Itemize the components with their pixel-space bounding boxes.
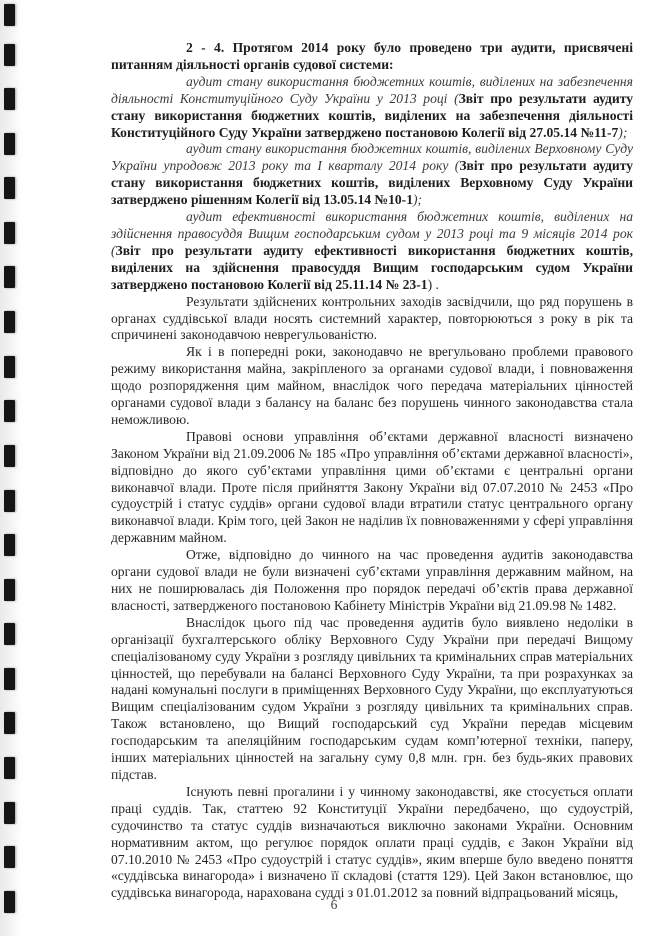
binding-hole (4, 177, 15, 199)
audit-report: Звіт про результати аудиту стану використання бюджетних коштів, виділених Верховному Суду України затверджено рішенням Колегії від 13.05.14 №10-1 (111, 158, 633, 208)
paragraph: Існують певні прогалини і у чинному законодавстві, яке стосується оплати праці суддів. Так, статтею 92 Конституції України передбачено, що судоустрій, судочинство та статус суддів визначаються виключно законами України. Основним нормативним актом, що регулює порядок оплати праці суддів, є Закон України від 07.10.2010 № 2453 «Про судоустрій і статус суддів», яким вперше було введено поняття «суддівська винагорода» і визначено її складові (стаття 129). Цей Закон встановлює, що суддівська винагорода, нарахована судді з 01.01.2012 за повний відпрацьований місяць, (111, 783, 633, 901)
audit-close-paren: ) . (427, 276, 439, 292)
binding-hole (4, 846, 15, 868)
paragraph: Внаслідок цього під час проведення аудитів було виявлено недоліки в організації бухгалтерського обліку Верховного Суду України при передачі Вищому спеціалізованому суду України з розгляду цивільних та кримінальних справ матеріальних цінностей, що перебували на балансі Верховного Суду України, та при розрахунках за надані комунальні послуги в приміщеннях Верховного Суду України, що експлуатуються Вищим спеціалізованим судом України з розгляду цивільних та кримінальних справ. Також встановлено, що Вищий господарський суд України передав місцевим господарським та апеляційним господарським судам комп’ютерної техніки, паперу, інших матеріальних цінностей на загальну суму 0,8 млн. грн. без будь-яких правових підстав. (111, 614, 633, 782)
audit-open-paren: ( (447, 90, 459, 106)
audit-item (111, 209, 633, 294)
audit-item (111, 74, 633, 142)
binding-hole (4, 579, 15, 601)
audit-open-paren: ( (448, 158, 460, 174)
binding-hole (4, 311, 15, 333)
paragraph: Як і в попередні роки, законодавчо не врегульовано проблеми правового режиму використання майна, закріпленого за органами судової влади, і повноваження щодо розпорядження цим майном, внаслідок чого передача матеріальних цінностей органами судової влади з балансу на баланс без порушень чинного законодавства стала неможливою. (111, 344, 633, 427)
binding-edge (0, 0, 22, 936)
binding-hole (4, 133, 15, 155)
section-heading (111, 40, 633, 74)
binding-hole (4, 534, 15, 556)
binding-hole (4, 490, 15, 512)
binding-hole (4, 400, 15, 422)
audit-open-paren: ( (111, 242, 116, 258)
audit-close-paren: ); (413, 192, 423, 208)
binding-hole (4, 222, 15, 244)
section-number: 2 - 4. (186, 40, 225, 55)
paragraph: Правові основи управління об’єктами державної власності визначено Законом України від 21.09.2006 № 185 «Про управління об’єктами державної власності», відповідно до якого суб’єктами управління цими об’єктами є центральні органи виконавчої влади. Проте після прийняття Закону України від 07.07.2010 № 2453 «Про судоустрій і статус суддів» органи судової влади втратили статус центрального органу виконавчої влади. Крім того, цей Закон не наділив їх повноваженнями у сфері управління державним майном. (111, 428, 633, 546)
audit-close-paren: ); (618, 124, 628, 140)
binding-hole (4, 623, 15, 645)
paragraph: Отже, відповідно до чинного на час проведення аудитів законодавства органи судової влади не були визначені суб’єктами управління державним майном, на них не поширювалась дія Положення про порядок передачі об’єктів права державної власності, затвердженого постановою Кабінету Міністрів України від 21.09.98 № 1482. (111, 547, 633, 613)
page-number: 6 (330, 897, 338, 912)
binding-hole (4, 757, 15, 779)
section-heading-text: Протягом 2014 року було проведено три аудити, присвячені питанням діяльності органів судової системи: (111, 40, 633, 72)
document-body (111, 40, 633, 902)
paragraph: Результати здійснених контрольних заходів засвідчили, що ряд порушень в органах суддівської влади носять системний характер, повторюються з року в рік та спричинені законодавчою неврегульованістю. (111, 293, 633, 343)
binding-hole (4, 266, 15, 288)
binding-hole (4, 88, 15, 110)
audit-title: аудит стану використання бюджетних коштів, виділених на забезпечення діяльності Конституційного Суду України у 2013 році (111, 73, 633, 106)
audit-report: Звіт про результати аудиту ефективності використання бюджетних коштів, виділених на здійснення правосуддя Вищим господарським судом України затверджено постановою Колегії від 25.11.14 № 23-1 (111, 242, 633, 292)
audit-title: аудит ефективності використання бюджетних коштів, виділених на здійснення правосуддя Вищим господарським судом у 2013 році та 9 місяців 2014 рок (111, 209, 633, 241)
binding-hole (4, 44, 15, 66)
binding-hole (4, 356, 15, 378)
audit-report: Звіт про результати аудиту стану використання бюджетних коштів, виділених на забезпечення діяльності Конституційного Суду України затверджено постановою Колегії від 27.05.14 №11-7 (111, 90, 634, 140)
binding-hole (4, 802, 15, 824)
audit-title: аудит стану використання бюджетних коштів, виділених Верховному Суду України упродовж 2013 року та І кварталу 2014 року (111, 141, 633, 174)
audit-item (111, 141, 633, 209)
binding-hole (4, 4, 15, 26)
binding-hole (4, 445, 15, 467)
binding-hole (4, 712, 15, 734)
binding-hole (4, 668, 15, 690)
